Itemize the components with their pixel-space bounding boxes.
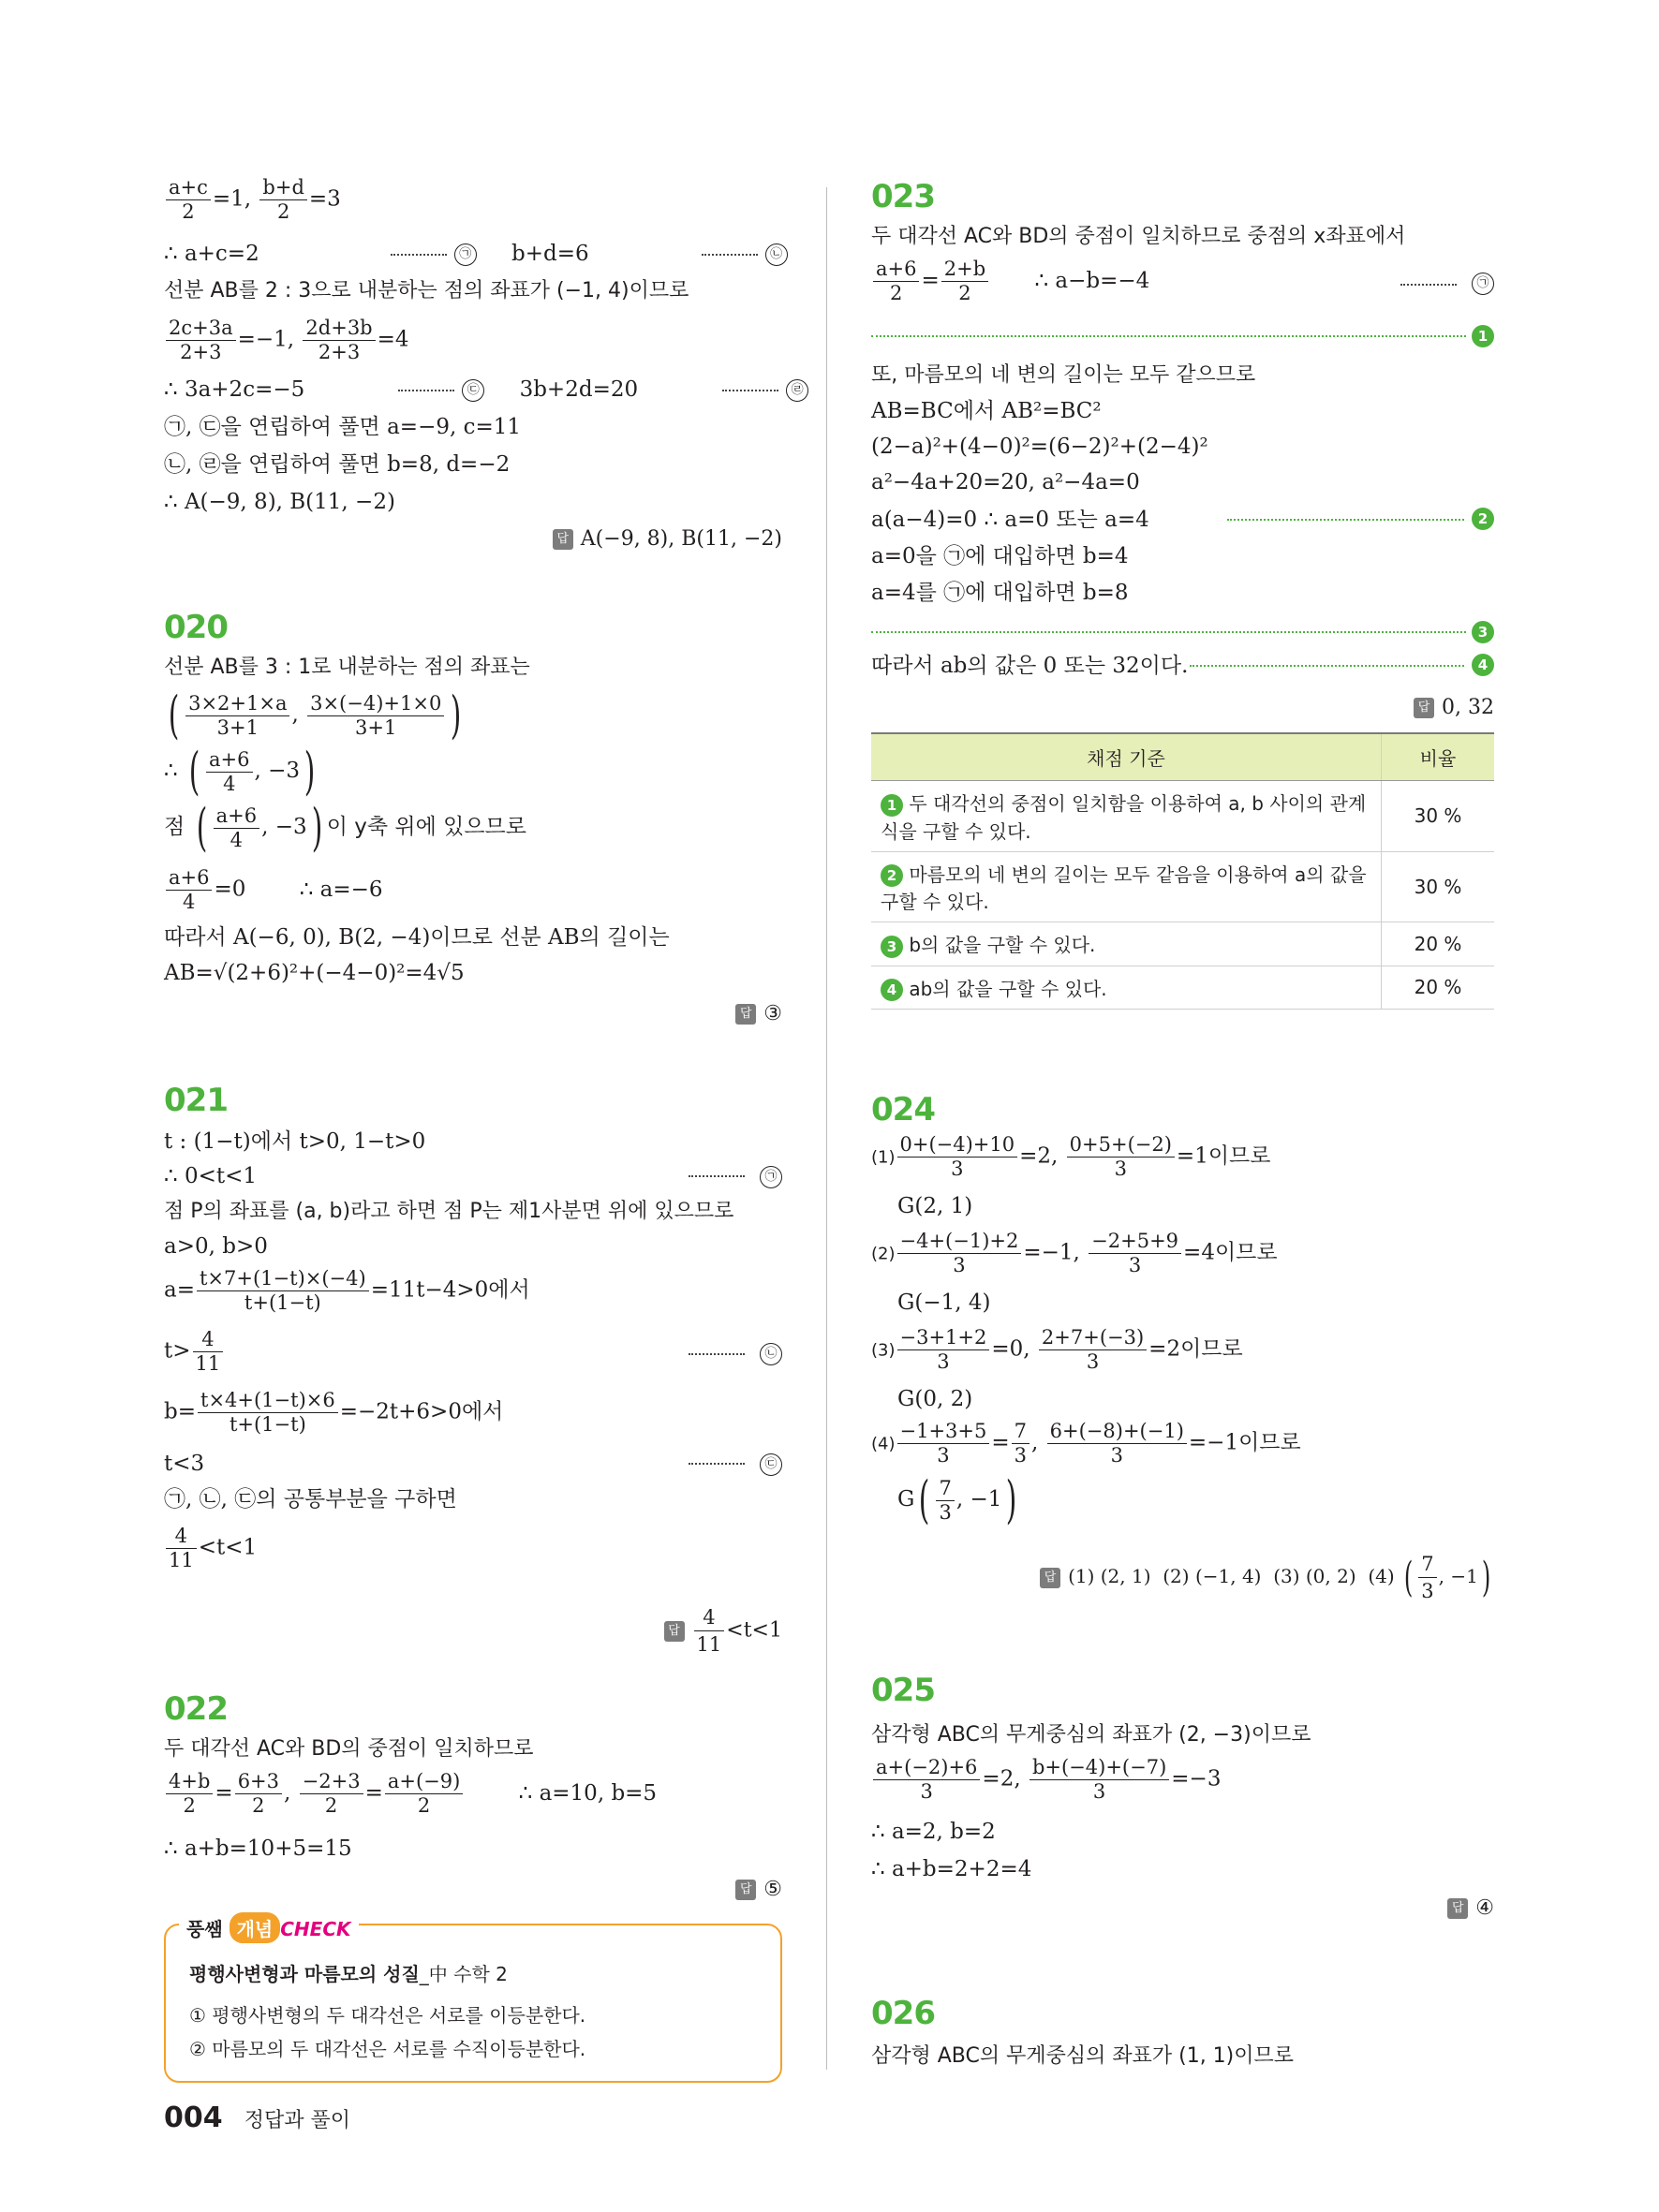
answer-023: 답 0, 32 [1414, 696, 1494, 719]
step-number: 3 [1472, 621, 1494, 643]
problem-number: 020 [164, 609, 228, 646]
eq-line: $\frac{a+6}{4}$ =0 ∴ a=−6 [164, 868, 383, 912]
concept-heading: 평행사변형과 마름모의 성질_中 수학 2 [189, 1963, 508, 1985]
eq-line: ∴ a+c=2 ㉠ b+d=6 ㉡ [164, 243, 788, 266]
answer-019: 답 A(−9, 8), B(11, −2) [553, 527, 782, 551]
answer-020: 답 ③ [735, 1002, 782, 1025]
eq-line: ∴ ( $\frac{a+6}{4}$ , −3) [164, 742, 316, 801]
table-row: 1 두 대각선의 중점이 일치함을 이용하여 a, b 사이의 관계식을 구할 수 있다. 30 % [871, 781, 1494, 852]
problem-number: 025 [871, 1672, 935, 1709]
text-line: (2−a)²+(4−0)²=(6−2)²+(2−4)² [871, 435, 1208, 459]
eq-line: ∴ 0<t<1 ㉠ [164, 1166, 782, 1187]
table-row: 3 b의 값을 구할 수 있다. 20 % [871, 922, 1494, 966]
text-line: a²−4a+20=20, a²−4a=0 [871, 470, 1140, 494]
text-line: 또, 마름모의 네 변의 길이는 모두 같으므로 [871, 363, 1256, 387]
text-line: 삼각형 ABC의 무게중심의 좌표가 (1, 1)이므로 [871, 2044, 1295, 2068]
text-line: G(−1, 4) [897, 1290, 991, 1315]
table-row: 4 ab의 값을 구할 수 있다. 20 % [871, 966, 1494, 1010]
text-line: AB=√(2+6)²+(−4−0)²=4√5 [164, 961, 465, 985]
text-line: ∴ a=2, b=2 [871, 1820, 996, 1844]
problem-number: 024 [871, 1091, 935, 1128]
text-line: 두 대각선 AC와 BD의 중점이 일치하므로 중점의 x좌표에서 [871, 225, 1406, 248]
table-header: 채점 기준 [871, 733, 1382, 781]
step-divider [871, 335, 1466, 337]
eq-line: (4) $\frac{-1+3+5}{3}$ = $\frac{7}{3}$ , $\frac{6+(-8)+(-1)}{3}$ =−1이므로 [871, 1420, 1301, 1467]
concept-item: ② 마름모의 두 대각선은 서로를 수직이등분한다. [189, 2038, 586, 2060]
eq-line: $\frac{a+(-2)+6}{3}$ =2, $\frac{b+(-4)+(-7)}{3}$ =−3 [871, 1758, 1221, 1802]
text-line: G(0, 2) [897, 1387, 973, 1411]
text-line: 선분 AB를 3 : 1로 내분하는 점의 좌표는 [164, 656, 530, 679]
concept-check-box [164, 1918, 782, 2083]
text-line: ∴ a+b=2+2=4 [871, 1857, 1032, 1881]
eq-line: b= $\frac{t\times 4+(1-t)\times 6}{t+(1-t)}$ =−2t+6>0에서 [164, 1389, 504, 1436]
text-line: G(2, 1) [897, 1194, 973, 1218]
eq-line: $\frac{2c+3a}{2+3}$ =−1, $\frac{2d+3b}{2+3}$ =4 [164, 318, 409, 362]
text-line: 선분 AB를 2 : 3으로 내분하는 점의 좌표가 (−1, 4)이므로 [164, 279, 689, 302]
eq-line: a(a−4)=0 ∴ a=0 또는 a=4 2 [871, 509, 1494, 531]
step-number: 1 [1472, 325, 1494, 347]
answer-025: 답 ④ [1447, 1896, 1494, 1920]
text-line: 점 P의 좌표를 (a, b)라고 하면 점 P는 제1사분면 위에 있으므로 [164, 1200, 734, 1223]
footer-text: 정답과 풀이 [244, 2109, 350, 2132]
text-line: 따라서 A(−6, 0), B(2, −4)이므로 선분 AB의 길이는 [164, 925, 670, 950]
eq-line: (3) $\frac{-3+1+2}{3}$ =0, $\frac{2+7+(-3)}{3}$ =2이므로 [871, 1326, 1243, 1373]
eq-line: $\frac{a+6}{2}$ = $\frac{2+b}{2}$ ∴ a−b=−4 ㉠ [871, 259, 1494, 303]
text-line: a=4를 ㉠에 대입하면 b=8 [871, 581, 1129, 605]
page-footer [164, 2101, 350, 2134]
text-line: AB=BC에서 AB²=BC² [871, 399, 1102, 423]
eq-line: $\frac{4}{11}$ <t<1 [164, 1526, 257, 1571]
table-row: 2 마름모의 네 변의 길이는 모두 같음을 이용하여 a의 값을 구할 수 있다. 30 % [871, 851, 1494, 922]
text-line: ㉡, ㉣을 연립하여 풀면 b=8, d=−2 [164, 452, 511, 477]
step-divider [871, 631, 1466, 633]
text-line: ∴ A(−9, 8), B(11, −2) [164, 490, 395, 514]
problem-number: 022 [164, 1690, 228, 1728]
eq-line: 점 ( $\frac{a+6}{4}$ , −3) 이 y축 위에 있으므로 [164, 798, 526, 857]
eq-line: ∴ 3a+2c=−5 ㉢ 3b+2d=20 ㉣ [164, 379, 808, 402]
concept-check-title: 풍쌤 개념 CHECK [179, 1912, 359, 1943]
eq-line: t<3 ㉢ [164, 1453, 782, 1475]
text-line: a>0, b>0 [164, 1234, 268, 1259]
text-line: ㉠, ㉢을 연립하여 풀면 a=−9, c=11 [164, 415, 522, 439]
eq-line: $\frac{a+c}{2}$ =1, $\frac{b+d}{2}$ =3 [164, 178, 341, 222]
eq-line: ( $\frac{3\times 2+1\times a}{3+1}$ , $\frac{3\times(-4)+1\times 0}{3+1}$ ) [168, 686, 462, 745]
text-line: ㉠, ㉡, ㉢의 공통부분을 구하면 [164, 1487, 457, 1512]
eq-line: a= $\frac{t\times 7+(1-t)\times(-4)}{t+(1-t)}$ =11t−4>0에서 [164, 1267, 530, 1314]
eq-line: G( $\frac{7}{3}$ , −1) [897, 1470, 1017, 1529]
eq-line: $\frac{4+b}{2}$ = $\frac{6+3}{2}$ , $\frac{-2+3}{2}$ = $\frac{a+(-9)}{2}$ ∴ a=10, b=5 [164, 1772, 657, 1816]
text-line: ∴ a+b=10+5=15 [164, 1836, 352, 1861]
text-line: 두 대각선 AC와 BD의 중점이 일치하므로 [164, 1737, 534, 1761]
grading-table [871, 732, 1494, 1010]
answer-021: 답 $\frac{4}{11}$ <t<1 [664, 1606, 782, 1656]
table-header: 비율 [1382, 733, 1495, 781]
text-line: 삼각형 ABC의 무게중심의 좌표가 (2, −3)이므로 [871, 1723, 1311, 1747]
eq-line: 따라서 ab의 값은 0 또는 32이다. 4 [871, 656, 1494, 677]
problem-number: 023 [871, 178, 935, 215]
problem-number: 021 [164, 1082, 228, 1119]
eq-line: (2) $\frac{-4+(-1)+2}{3}$ =−1, $\frac{-2+5+9}{3}$ =4이므로 [871, 1230, 1278, 1276]
text-line: t : (1−t)에서 t>0, 1−t>0 [164, 1129, 426, 1154]
problem-number: 026 [871, 1995, 935, 2032]
answer-022: 답 ⑤ [735, 1878, 782, 1901]
concept-item: ① 평행사변형의 두 대각선은 서로를 이등분한다. [189, 2004, 586, 2027]
text-line: a=0을 ㉠에 대입하면 b=4 [871, 544, 1129, 568]
eq-line: (1) $\frac{0+(-4)+10}{3}$ =2, $\frac{0+5+(-2)}{3}$ =1이므로 [871, 1133, 1271, 1180]
page-number: 004 [164, 2101, 223, 2134]
answer-024: 답 (1) (2, 1) (2) (−1, 4) (3) (0, 2) (4) ( $\frac{7}{3}$ , −1) [1040, 1553, 1494, 1602]
column-divider [826, 187, 827, 2070]
eq-line: t> $\frac{4}{11}$ ㉡ [164, 1330, 782, 1374]
